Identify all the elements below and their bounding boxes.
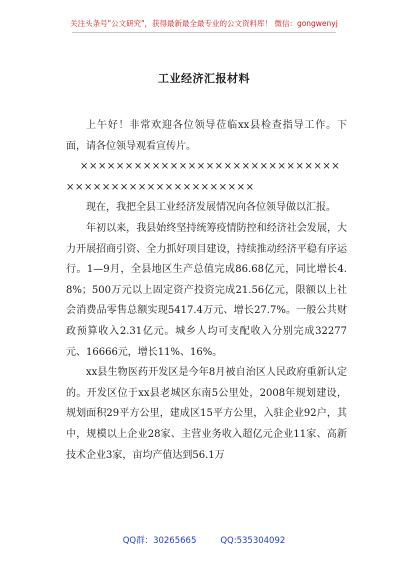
document-title: 工业经济汇报材料 — [158, 72, 250, 85]
header-banner: 关注头条号"公文研究"，获得最新最全最专业的公文资料库！ 微信：gongwenyj — [70, 19, 338, 28]
document-body — [66, 116, 347, 466]
footer-contacts — [0, 534, 408, 546]
header-divider — [72, 32, 336, 33]
footer-qq: QQ:535304092 — [220, 536, 286, 546]
paragraph-economy: 年初以来，我县始终坚持统筹疫情防控和经济社会发展，大力开展招商引资、全力抓好项目建设，持续推动经济平稳有序运行。1—9月，全县地区生产总值完成86.68亿元，同比增长4.8%；500万元以上固定资产投资完成21.56亿元，限额以上社会消费品零售总额实现5417.4万元、增长27.7%。一般公共财政预算收入2.31亿元。城乡人均可支配收入分别完成32277元、16666元，增长11%、16%。 — [66, 222, 347, 358]
paragraph-redacted: ×××××××××××××××××××××××××××××××××××××××××××××××××× — [66, 161, 341, 193]
paragraph-intro: 现在，我把全县工业经济发展情况向各位领导做以汇报。 — [86, 202, 336, 214]
paragraph-greeting: 上午好！非常欢迎各位领导莅临xx县检查指导工作。下面，请各位领导观看宣传片。 — [66, 120, 347, 152]
paragraph-dev-zone: xx县生物医药开发区是今年8月被自治区人民政府重新认定的。开发区位于xx县老城区东南5公里处，2008年规划建设，规划面积29平方公里，建成区15平方公里，入驻企业92户，其中，规模以上企业28家、主营业务收入超亿元企业11家、高新技术企业3家，亩均产值达到56.1万 — [66, 367, 347, 461]
footer-qq-group: QQ群：30265665 — [122, 536, 197, 546]
